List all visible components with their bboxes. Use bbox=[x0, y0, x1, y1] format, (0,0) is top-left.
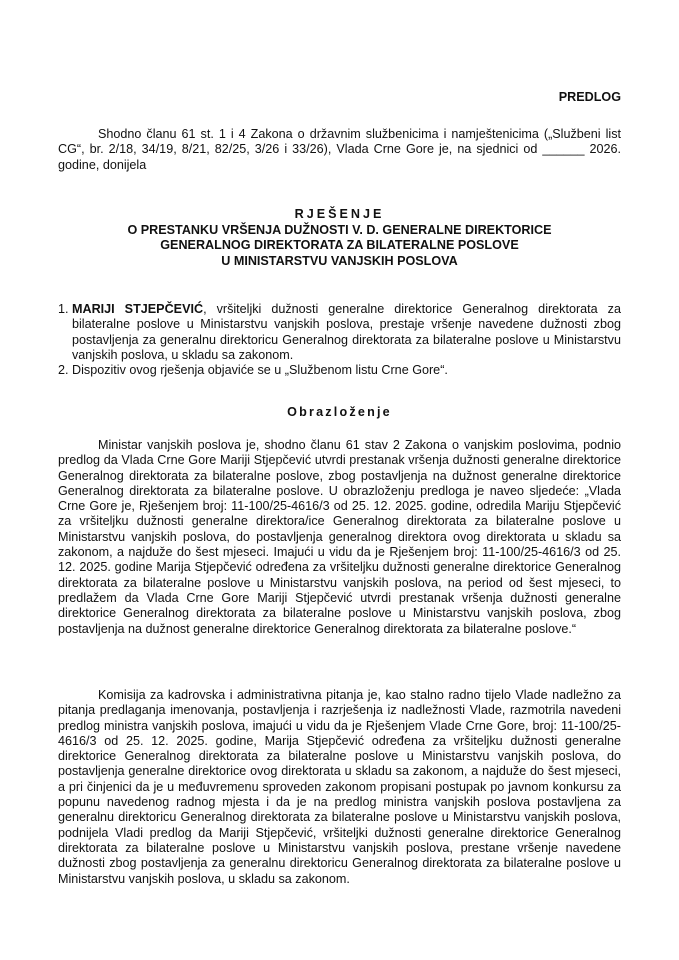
title-line-3: GENERALNOG DIREKTORATA ZA BILATERALNE POSLOVE bbox=[160, 238, 519, 253]
disposition-text: Dispozitiv ovog rješenja objaviće se u „Službenom listu Crne Gore“. bbox=[72, 363, 448, 378]
disposition-text: , vršiteljki dužnosti generalne direktorice Generalnog direktorata za bilateralne poslove u Ministarstvu vanjskih poslova, prestaje vršenje navedene dužnosti zbog postavljenja za generalnu direktoricu Generalnog direktorata za bilateralne poslove u Ministarstvu vanjskih poslova, u skladu sa zakonom. bbox=[72, 302, 621, 362]
disposition-item bbox=[58, 302, 621, 363]
reasoning-paragraph: Komisija za kadrovska i administrativna pitanja je, kao stalno radno tijelo Vlade nadležno za pitanja predlaganja imenovanja, postavljenja i razrješenja iz nadležnosti Vlade, razmotrila navedeni predlog ministra vanjskih poslova, imajući u vidu da je Rješenjem Vlade Crne Gore, broj: 11-100/25-4616/3 od 25. 12. 2025. godine, Marija Stjepčević određena za vršiteljku dužnosti generalne direktorice Generalnog direktorata za bilateralne poslove u Ministarstvu vanjskih poslova, do postavljenja generalne direktorice ovog direktorata u skladu sa zakonom, a najduže do šest mjeseci, a pri činjenici da je u međuvremenu sproveden zakonom propisani postupak po javnom konkursu za popunu navedenog radnog mjesta i da je na predlog ministra vanjskih poslova postavljena za generalnu direktoricu Generalnog direktorata za bilateralne poslove u Ministarstvu vanjskih poslova, podnijela Vladi predlog da Mariji Stjepčević, vršiteljki dužnosti generalne direktorice Generalnog direktorata za bilateralne poslove u Ministarstvu vanjskih poslova, prestane vršenje navedene dužnosti zbog postavljenja za generalnu direktoricu Generalnog direktorata za bilateralne poslove u Ministarstvu vanjskih poslova, u skladu sa zakonom. bbox=[58, 688, 621, 886]
decision-title bbox=[58, 207, 621, 269]
person-name: MARIJI STJEPČEVIĆ bbox=[72, 302, 204, 316]
reasoning-heading: Obrazloženje bbox=[287, 405, 392, 419]
intro-paragraph: Shodno članu 61 st. 1 i 4 Zakona o državnim službenicima i namještenicima („Službeni list CG“, br. 2/18, 34/19, 8/21, 82/25, 3/26 i 33/26), Vlada Crne Gore je, na sjednici od ______ 2026. godine, donijela bbox=[58, 127, 621, 172]
predlog-label: PREDLOG bbox=[558, 90, 621, 104]
reasoning-paragraph: Ministar vanjskih poslova je, shodno članu 61 stav 2 Zakona o vanjskim poslovima, podnio predlog da Vlada Crne Gore Mariji Stjepčević utvrdi prestanak vršenja dužnosti generalne direktorice Generalnog direktorata za bilateralne poslove, zbog postavljenja na dužnost generalne direktorice Generalnog direktorata za bilateralne poslove. U obrazloženju predloga je naveo sljedeće: „Vlada Crne Gore je, Rješenjem broj: 11-100/25-4616/3 od 25. 12. 2025. godine, odredila Mariju Stjepčević za vršiteljku dužnosti generalne direktora/ice Generalnog direktorata za bilateralne poslove u Ministarstvu vanjskih poslova, do postavljenja generalnog direktora ovog direktorata u skladu sa zakonom, a najduže do šest mjeseci. Imajući u vidu da je Rješenjem broj: 11-100/25-4616/3 od 25. 12. 2025. godine Marija Stjepčević određena za vršiteljku dužnosti generalne direktorice Generalnog direktorata za bilateralne poslove u Ministarstvu vanjskih poslova, na period od šest mjeseci, to predlažem da Vlada Crne Gore Mariji Stjepčević utvrdi prestanak vršenja dužnosti generalne direktorice Generalnog direktorata za bilateralne poslove u Ministarstvu vanjskih poslova, zbog postavljenja na dužnost generalne direktorice Generalnog direktorata za bilateralne poslove.“ bbox=[58, 438, 621, 636]
dispositions-list bbox=[58, 302, 621, 378]
title-line-1: RJEŠENJE bbox=[294, 207, 385, 221]
disposition-item bbox=[58, 363, 621, 378]
disposition-number: 2. bbox=[58, 363, 69, 378]
title-line-2: O PRESTANKU VRŠENJA DUŽNOSTI V. D. GENERALNE DIREKTORICE bbox=[127, 222, 552, 237]
title-line-4: U MINISTARSTVU VANJSKIH POSLOVA bbox=[221, 253, 458, 268]
disposition-number: 1. bbox=[58, 302, 69, 316]
